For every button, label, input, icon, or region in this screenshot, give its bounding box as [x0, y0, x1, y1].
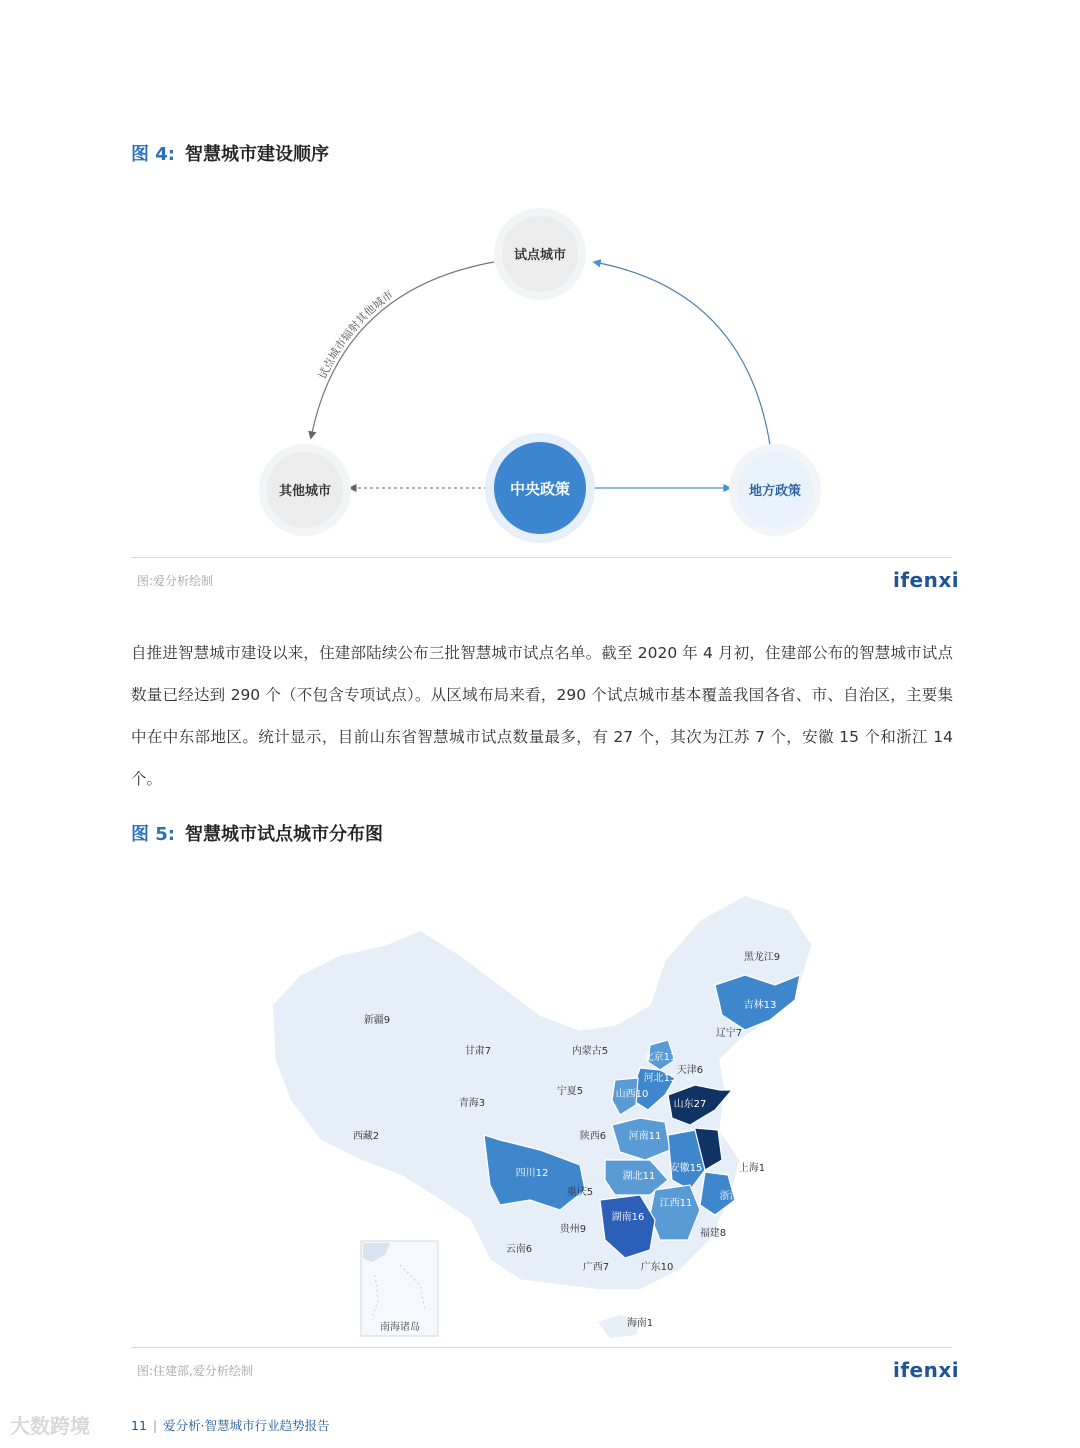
figure-number: 图 5:: [131, 824, 175, 845]
page-footer: 11 | 爱分析·智慧城市行业趋势报告: [131, 1418, 330, 1433]
node-pilot-city-label: 试点城市: [513, 248, 567, 263]
province-label: 甘肃7: [464, 1046, 492, 1057]
province-label: 浙江14: [719, 1191, 753, 1202]
province-label: 内蒙古5: [571, 1046, 609, 1057]
figure-5-source: 图:住建部,爱分析绘制: [137, 1364, 253, 1378]
province-label: 湖南16: [611, 1212, 645, 1223]
province-label: 吉林13: [743, 1000, 777, 1011]
inset-label: 南海诸岛: [380, 1322, 420, 1333]
node-central-policy-label: 中央政策: [509, 480, 571, 498]
body-paragraph: 自推进智慧城市建设以来，住建部陆续公布三批智慧城市试点名单。截至 2020 年 4 月初，住建部公布的智慧城市试点数量已经达到 290 个（不包含专项试点）。从区域布局来看，290 个试点城市基本覆盖我国各省、市、自治区，主要集中在中东部地区。统计显示，目前山东省智慧城市试点数量最多，有 27 个，其次为江苏 7 个，安徽 15 个和浙江 14 个。: [131, 644, 953, 788]
province-label: 新疆9: [363, 1015, 391, 1026]
node-local-policy-label: 地方政策: [748, 484, 802, 499]
province-label: 四川12: [515, 1168, 549, 1179]
province-label: 陕西6: [579, 1131, 607, 1142]
watermark: 大数跨境: [10, 1414, 90, 1438]
province-label: 河北15: [643, 1073, 677, 1084]
province-label: 海南1: [626, 1318, 654, 1329]
province-label: 福建8: [699, 1228, 727, 1239]
map-base-shape: [272, 895, 812, 1290]
province-label: 宁夏5: [556, 1086, 584, 1097]
province-label: 河南11: [628, 1131, 662, 1142]
arc-local-to-pilot: [594, 262, 770, 445]
report-title: 爱分析·智慧城市行业趋势报告: [163, 1418, 330, 1433]
province-label: 辽宁7: [715, 1028, 743, 1039]
province-label: 云南6: [505, 1244, 533, 1255]
province-label: 安徽15: [669, 1163, 703, 1174]
province-label: 西藏2: [352, 1131, 380, 1142]
province-label: 湖北11: [622, 1171, 656, 1182]
province-label: 贵州9: [559, 1224, 587, 1235]
province-label: 江苏20: [718, 1131, 752, 1142]
figure-4-title: [131, 140, 329, 166]
ifenxi-logo: ifenxi: [893, 568, 960, 592]
province-label: 黑龙江9: [743, 952, 781, 963]
province-label: 青海3: [458, 1098, 486, 1109]
figure-number: 图 4:: [131, 144, 175, 165]
ifenxi-logo: ifenxi: [893, 1358, 960, 1382]
node-other-cities-label: 其他城市: [278, 484, 332, 499]
figure-4-source: 图:爱分析绘制: [137, 574, 214, 588]
province-label: 重庆5: [566, 1187, 594, 1198]
figure-caption: 智慧城市建设顺序: [185, 144, 329, 165]
page-number: 11: [131, 1418, 147, 1433]
province-label: 广东10: [640, 1262, 674, 1273]
province-label: 天津6: [676, 1065, 704, 1076]
figure-caption: 智慧城市试点城市分布图: [185, 824, 383, 845]
divider: [131, 557, 952, 558]
province-label: 广西7: [582, 1262, 610, 1273]
province-label: 江西11: [659, 1198, 693, 1209]
province-label: 北京11: [643, 1052, 677, 1063]
province-label: 山东27: [673, 1099, 707, 1110]
construction-order-diagram: [0, 190, 1080, 550]
china-pilot-city-map: [0, 880, 1080, 1350]
figure-5-title: [131, 820, 383, 846]
divider: [131, 1347, 952, 1348]
arc-label: 试点城市辐射其他城市: [315, 287, 396, 382]
province-label: 山西10: [615, 1089, 649, 1100]
province-label: 上海1: [738, 1163, 766, 1174]
